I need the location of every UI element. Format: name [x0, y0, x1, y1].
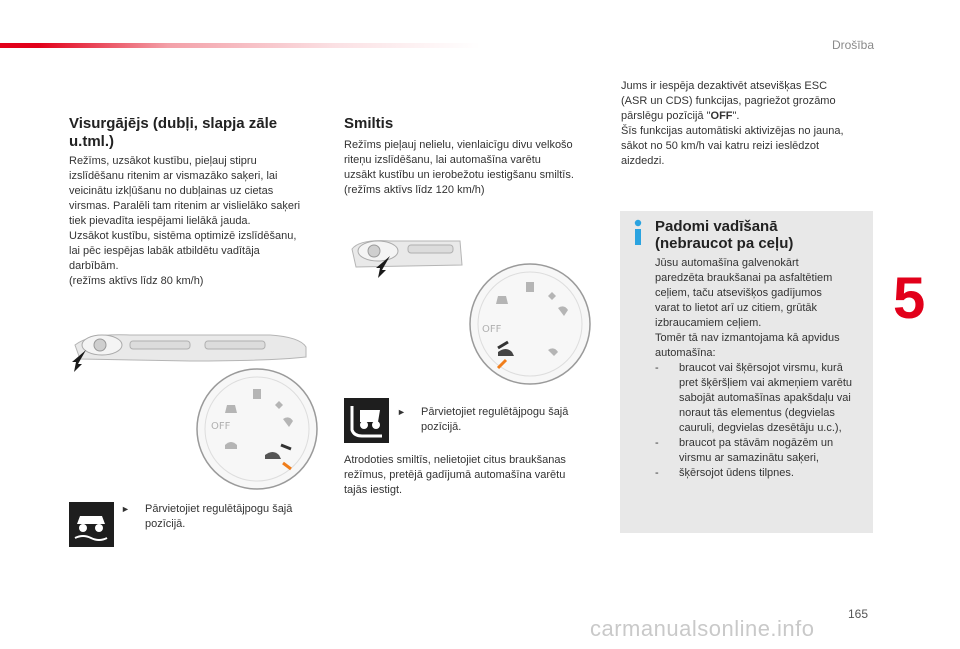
tips-list-item: - šķērsojot ūdens tilpnes. [655, 467, 794, 479]
dial-off-label: OFF [482, 324, 502, 335]
tips-body: Jūsu automašīna galvenokārt paredzēta braukšanai pa asfaltētiem ceļiem, taču atsevišķos gadījumos varat to lietot arī uz citiem, grūtāk izbraucamiem ceļiem. Tomēr tā nav izmantojama kā apvidus automašīna: - braucot vai šķērsojot virsmu, kurā pret šķēršļiem vai akmeņiem varētu sabojāt automašīnas apakšdaļu vai noraut tās elementus (degvielas cauruli, degvielas dzesētāju u.c.), - braucot pa stāvām nogāzēm un virsmu ar samazinātu saķeri, - šķērsojot ūdens tilpnes. [655, 257, 853, 479]
dial-off-label: OFF [211, 421, 231, 432]
section-title: Drošība [831, 38, 874, 52]
esc-deactivation-text: Jums ir iespēja dezaktivēt atsevišķas ESC (ASR un CDS) funkcijas, pagriežot grozāmo pārslēgu pozīcijā "OFF". Šīs funkcijas automātiski aktivizējas no jauna, sākot no 50 km/h vai katru reizi ieslēdzot aizdedzi. [621, 80, 844, 167]
off-label: OFF [710, 110, 733, 122]
mode-dial [195, 367, 319, 491]
mud-description: Režīms, uzsākot kustību, pieļauj stipru izslīdēšanu ritenim ar vismazāko saķeri, lai veicinātu izkļūšanu no dubļainas uz cietas virsmas. Paralēli tam ritenim ar vislielāko saķeri tiek pievadīta iespējami lielākā jauda. Uzsākot kustību, sistēma optimizē izslīdēšanu, lai pēc iespējas labāk atbildētu vadītāja darbībām. (režīms aktīvs līdz 80 km/h) [69, 155, 301, 287]
sand-warning: Atrodoties smiltīs, nelietojiet citus braukšanas režīmus, pretējā gadījumā automašīna varētu tajās iestigt. [344, 454, 566, 496]
chapter-number: 5 [893, 266, 926, 331]
tips-list-item: - braucot vai šķērsojot virsmu, kurā pret šķēršļiem vai akmeņiem varētu sabojāt automašīnas apakšdaļu vai noraut tās elementus (degvielas cauruli, degvielas dzesētāju u.c.), [655, 362, 853, 434]
pointer-arrow-icon [72, 350, 88, 372]
mode-dial [468, 262, 592, 386]
tips-list-item: - braucot pa stāvām nogāzēm un virsmu ar samazinātu saķeri, [655, 437, 834, 464]
tips-title: Padomi vadīšanā (nebraucot pa ceļu) [655, 218, 794, 252]
info-icon [633, 219, 643, 245]
driving-tips-box [620, 211, 873, 533]
sand-section-title: Smiltis [344, 115, 394, 132]
header-accent-bar [0, 43, 480, 48]
sand-mode-icon [344, 398, 389, 443]
page-number: 165 [847, 607, 868, 621]
sand-description: Režīms pieļauj nelielu, vienlaicīgu divu velkošo riteņu izslīdēšanu, lai automašīna varētu uzsākt kustību un ierobežotu iestigšanu smiltīs. (režīms aktīvs līdz 120 km/h) [344, 139, 574, 196]
mud-mode-icon [69, 502, 114, 547]
mud-section-title: Visurgājējs (dubļi, slapja zāle u.tml.) [69, 115, 278, 150]
dashboard-illustration [350, 235, 465, 277]
pointer-arrow-icon [376, 256, 392, 278]
watermark: carmanualsonline.info [590, 616, 815, 641]
